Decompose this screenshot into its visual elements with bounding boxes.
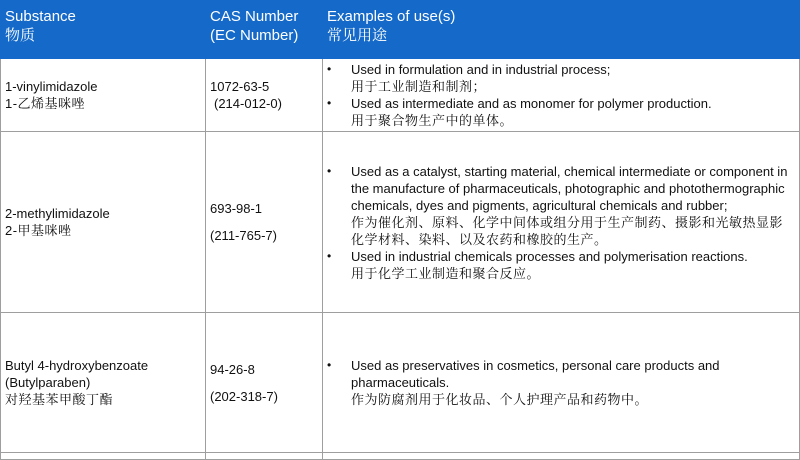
cas-number: 94-26-8: [210, 361, 255, 377]
use-text-cn: 用于聚合物生产中的单体。: [351, 113, 514, 128]
cas-cell: [206, 132, 323, 313]
uses-list: [327, 61, 795, 129]
use-text-en: • Used as intermediate and as monomer for polymer production.: [351, 96, 712, 111]
ec-number: (214-012-0): [214, 96, 282, 111]
use-text-cn: 作为防腐剂用于化妆品、个人护理产品和药物中。: [351, 392, 649, 407]
substance-cell: [1, 132, 206, 313]
uses-list: [327, 357, 795, 408]
substance-name-en: 2-methylimidazole: [5, 206, 110, 221]
use-item: [351, 61, 795, 95]
empty-cell: [1, 453, 206, 460]
uses-cell: [323, 313, 800, 453]
substance-cell: [1, 313, 206, 453]
header-substance: [1, 1, 206, 59]
table-row-partial: [1, 453, 800, 460]
use-item: [351, 248, 795, 282]
substance-name-cn: 1-乙烯基咪唑: [5, 96, 86, 111]
substance-name-cn: 对羟基苯甲酸丁酯: [5, 392, 114, 407]
substance-name-en: Butyl 4-hydroxybenzoate: [5, 358, 149, 373]
header-cas-en: CAS Number: [210, 8, 299, 25]
substance-cell: [1, 59, 206, 132]
ec-number: (202-318-7): [210, 388, 278, 404]
uses-cell: [323, 132, 800, 313]
cas-cell: [206, 313, 323, 453]
cas-number: 1072-63-5: [210, 79, 270, 94]
table-row: [1, 313, 800, 453]
header-cas: [206, 1, 323, 59]
use-item: [351, 357, 795, 408]
substance-name-en-alt: (Butylparaben): [5, 375, 91, 390]
table-row: [1, 132, 800, 313]
use-text-en: • Used as a catalyst, starting material, chemical intermediate or component in the manufacture of pharmaceuticals, photographic and photothermographic chemicals, dyes and pigments, agricultural chemicals and rubber;: [351, 163, 788, 213]
use-text-en: • Used in formulation and in industrial process;: [351, 62, 611, 77]
uses-cell: [323, 59, 800, 132]
header-uses: [323, 1, 800, 59]
header-substance-en: Substance: [5, 8, 76, 25]
substance-name-cn: 2-甲基咪唑: [5, 223, 72, 238]
substance-name-en: 1-vinylimidazole: [5, 79, 98, 94]
header-substance-cn: 物质: [5, 27, 36, 44]
use-text-en: • Used in industrial chemicals processes and polymerisation reactions.: [351, 248, 748, 264]
empty-cell: [206, 453, 323, 460]
header-uses-en: Examples of use(s): [327, 8, 456, 25]
use-text-cn: 用于化学工业制造和聚合反应。: [351, 265, 541, 281]
use-text-cn: 作为催化剂、原料、化学中间体或组分用于生产制药、摄影和光敏热显影化学材料、染料、以及农药和橡胶的生产。: [351, 214, 784, 247]
cas-cell: [206, 59, 323, 132]
header-cas-sub: (EC Number): [210, 27, 299, 44]
use-item: [351, 163, 795, 248]
uses-list: [327, 163, 795, 282]
use-text-cn: 用于工业制造和制剂；: [351, 79, 487, 94]
use-item: [351, 95, 795, 129]
cas-number: 693-98-1: [210, 201, 263, 216]
table-header-row: [1, 1, 800, 59]
header-uses-cn: 常见用途: [327, 27, 388, 44]
use-text-en: • Used as preservatives in cosmetics, personal care products and pharmaceuticals.: [351, 358, 720, 390]
ec-number: (211-765-7): [210, 228, 277, 243]
table-row: [1, 59, 800, 132]
empty-cell: [323, 453, 800, 460]
